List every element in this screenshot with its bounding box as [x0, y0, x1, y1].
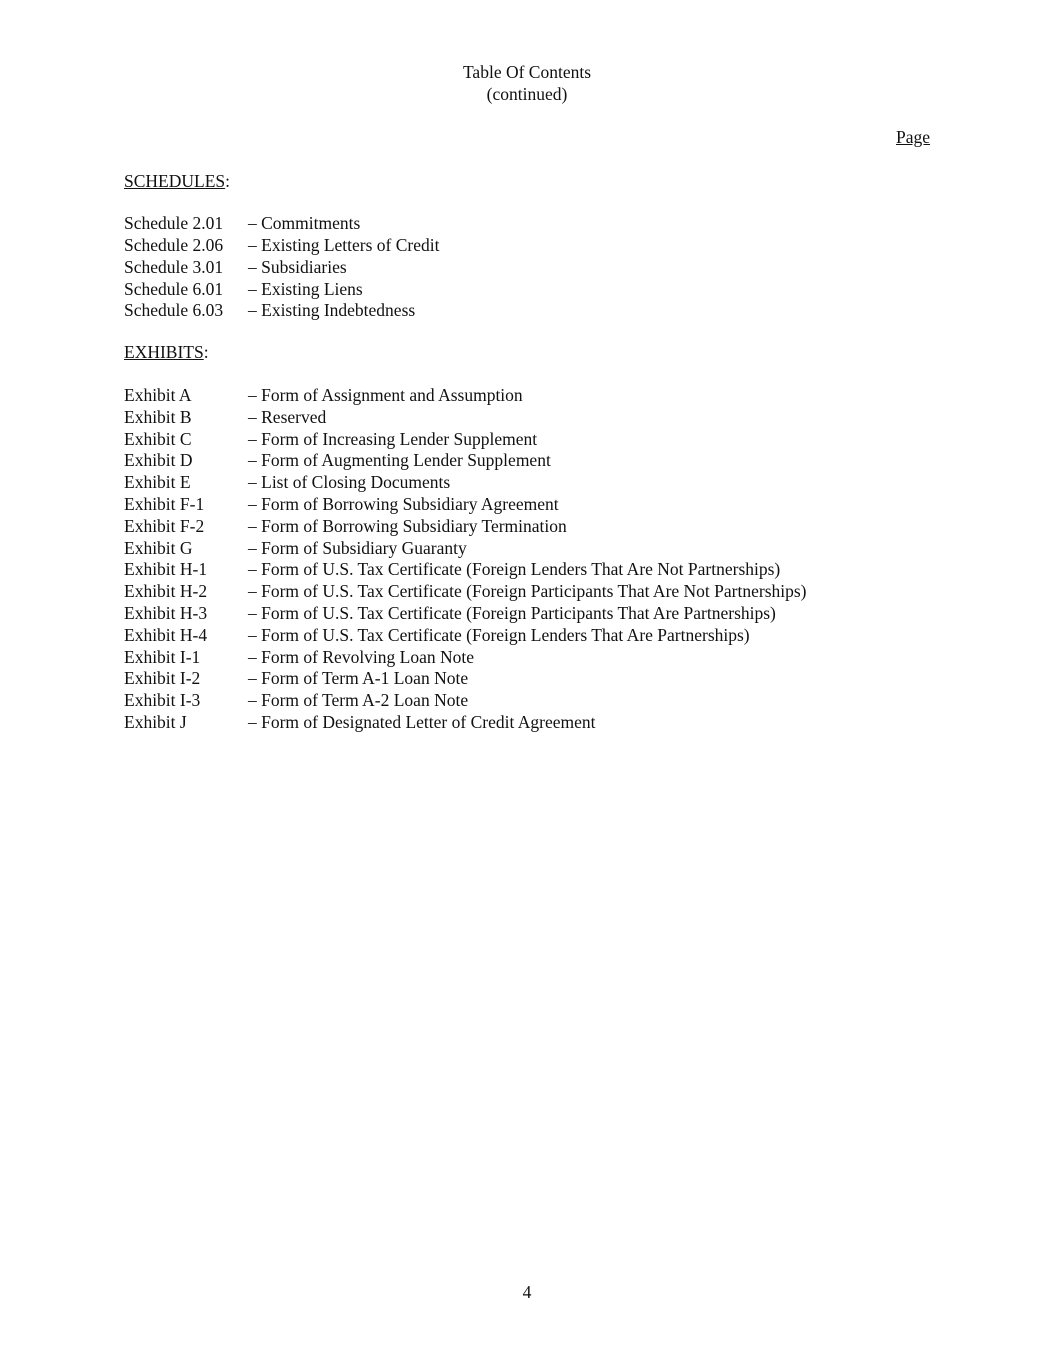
row-label: Exhibit H-1	[124, 559, 208, 580]
row-label: Exhibit A	[124, 384, 192, 405]
row-label: Exhibit J	[124, 711, 187, 732]
exhibit-row	[124, 407, 930, 429]
exhibit-row	[124, 690, 930, 712]
row-label: Schedule 2.01	[124, 213, 224, 234]
exhibit-row	[124, 385, 930, 407]
row-label: Exhibit H-4	[124, 624, 208, 645]
row-label: Schedule 6.01	[124, 278, 224, 299]
page-column-header	[124, 127, 930, 149]
row-label: Exhibit F-2	[124, 515, 205, 536]
row-label: Exhibit E	[124, 472, 191, 493]
page-number: 4	[522, 1282, 532, 1303]
exhibits-heading-colon: :	[203, 342, 209, 363]
exhibit-row	[124, 472, 930, 494]
exhibit-row	[124, 559, 930, 581]
row-description: – Form of Term A-2 Loan Note	[248, 690, 469, 711]
schedules-heading	[124, 171, 930, 193]
exhibits-heading-text: EXHIBITS	[124, 342, 204, 363]
row-label: Exhibit G	[124, 537, 193, 558]
row-label: Exhibit C	[124, 428, 192, 449]
row-description: – Form of U.S. Tax Certificate (Foreign Participants That Are Not Partnerships)	[248, 581, 807, 602]
exhibit-row	[124, 450, 930, 472]
row-description: – Form of Borrowing Subsidiary Agreement	[248, 493, 559, 514]
row-label: Exhibit B	[124, 406, 192, 427]
exhibit-row	[124, 494, 930, 516]
row-label: Schedule 3.01	[124, 256, 224, 277]
schedule-row	[124, 235, 930, 257]
row-description: – Form of Augmenting Lender Supplement	[248, 450, 551, 471]
row-label: Exhibit I-3	[124, 690, 201, 711]
row-description: – Form of Increasing Lender Supplement	[248, 428, 538, 449]
row-description: – Form of Revolving Loan Note	[248, 646, 475, 667]
row-description: – Existing Letters of Credit	[248, 234, 440, 255]
schedule-row	[124, 213, 930, 235]
title-block	[124, 62, 930, 106]
schedules-heading-colon: :	[225, 171, 230, 192]
row-description: – List of Closing Documents	[248, 472, 451, 493]
schedule-row	[124, 257, 930, 279]
exhibit-row	[124, 668, 930, 690]
row-label: Exhibit I-1	[124, 646, 201, 667]
exhibit-row	[124, 538, 930, 560]
row-label: Schedule 2.06	[124, 234, 224, 255]
row-description: – Reserved	[248, 406, 327, 427]
page-column-label: Page	[895, 126, 930, 147]
exhibit-row	[124, 712, 930, 734]
exhibit-row	[124, 625, 930, 647]
exhibit-row	[124, 581, 930, 603]
schedule-row	[124, 300, 930, 322]
row-description: – Form of Borrowing Subsidiary Termination	[248, 515, 567, 536]
page-title: Table Of Contents	[462, 62, 592, 82]
exhibit-row	[124, 516, 930, 538]
schedules-list	[124, 213, 930, 322]
exhibits-list	[124, 385, 930, 734]
row-description: – Form of Designated Letter of Credit Agreement	[248, 711, 596, 732]
row-label: Exhibit H-3	[124, 602, 208, 623]
row-description: – Form of Assignment and Assumption	[248, 384, 523, 405]
page-subtitle: (continued)	[486, 83, 568, 104]
row-description: – Commitments	[248, 213, 361, 234]
row-label: Exhibit F-1	[124, 493, 205, 514]
row-description: – Existing Liens	[248, 278, 363, 299]
row-label: Exhibit I-2	[124, 668, 201, 689]
row-description: – Form of U.S. Tax Certificate (Foreign Participants That Are Partnerships)	[248, 602, 776, 623]
page-footer	[124, 1282, 930, 1304]
row-label: Exhibit H-2	[124, 581, 208, 602]
schedule-row	[124, 279, 930, 301]
row-description: – Form of Term A-1 Loan Note	[248, 668, 469, 689]
row-description: – Existing Indebtedness	[248, 300, 416, 321]
exhibit-row	[124, 603, 930, 625]
row-description: – Subsidiaries	[248, 256, 347, 277]
row-label: Schedule 6.03	[124, 300, 224, 321]
exhibit-row	[124, 429, 930, 451]
exhibits-heading	[124, 342, 930, 364]
schedules-heading-text: SCHEDULES	[124, 171, 226, 192]
row-label: Exhibit D	[124, 450, 193, 471]
row-description: – Form of U.S. Tax Certificate (Foreign Lenders That Are Partnerships)	[248, 624, 750, 645]
exhibit-row	[124, 647, 930, 669]
row-description: – Form of U.S. Tax Certificate (Foreign Lenders That Are Not Partnerships)	[248, 559, 781, 580]
row-description: – Form of Subsidiary Guaranty	[248, 537, 467, 558]
